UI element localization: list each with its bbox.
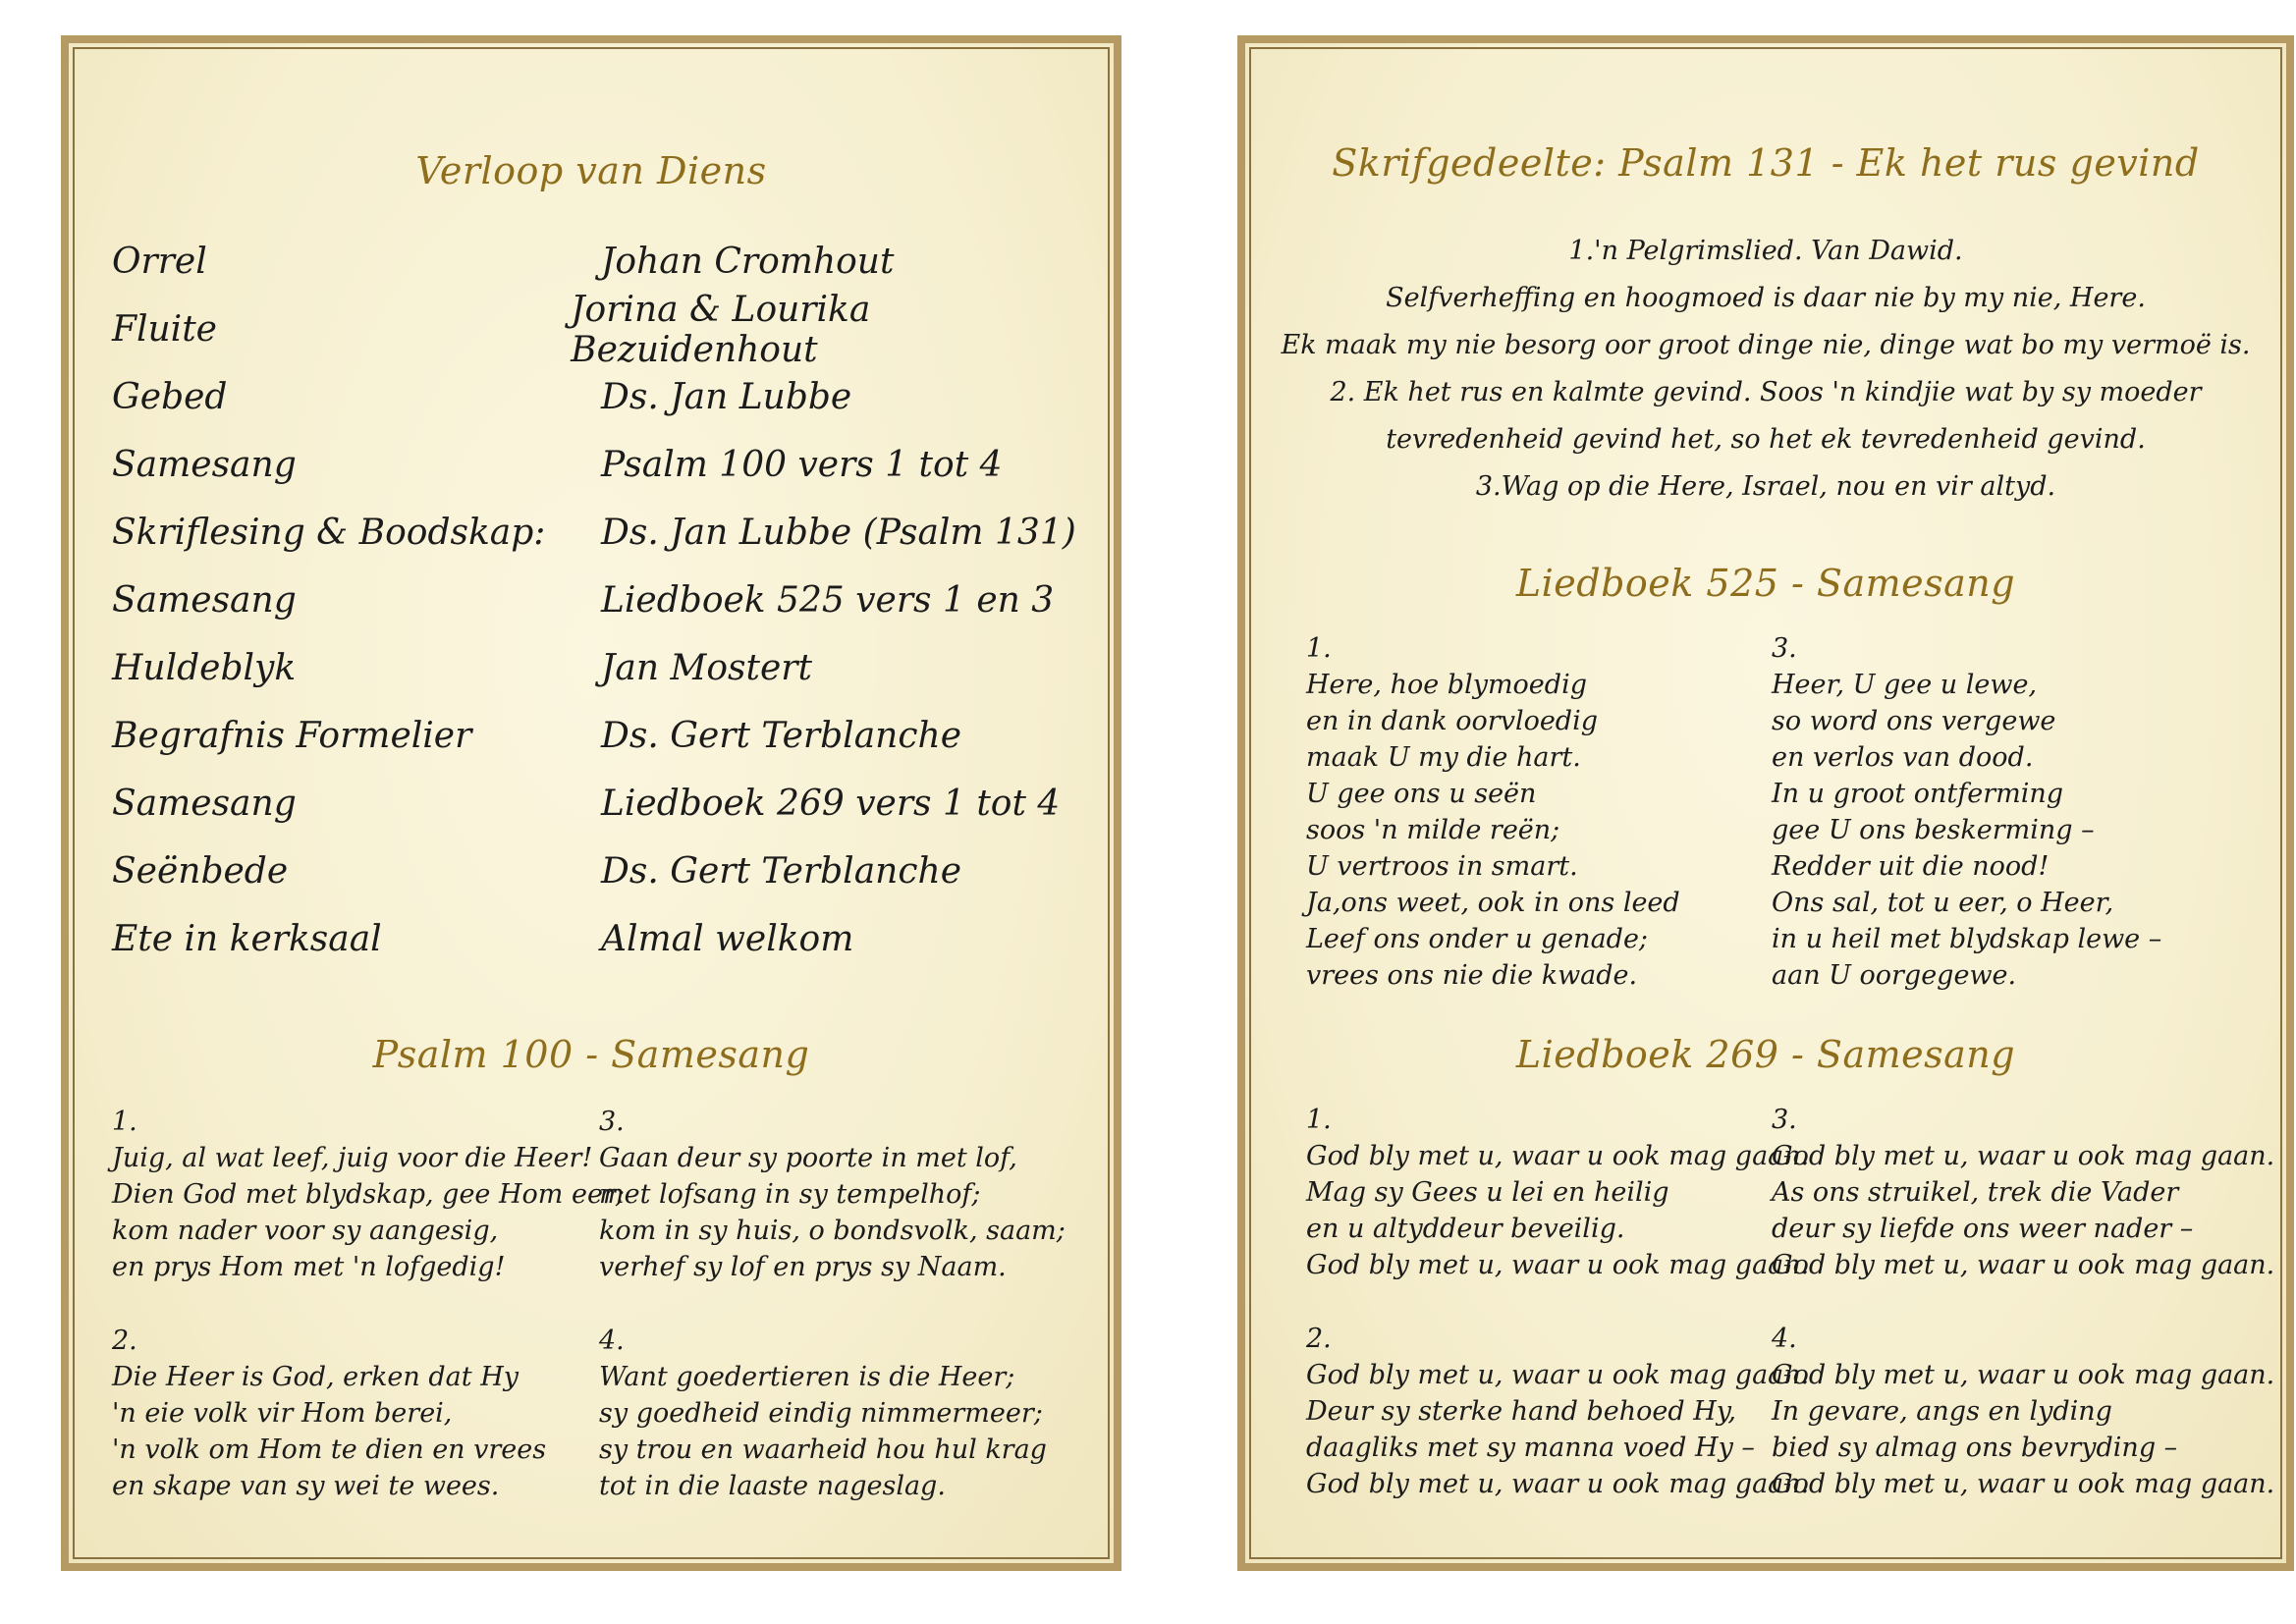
verse-line: Mag sy Gees u lei en heilig xyxy=(1306,1177,1669,1208)
order-row xyxy=(112,289,1094,370)
verse-line: U vertroos in smart. xyxy=(1306,851,1578,882)
verse-line: Heer, U gee u lewe, xyxy=(1772,670,2038,700)
verse-line: daagliks met sy manna voed Hy – xyxy=(1306,1433,1755,1463)
service-person: Ds. Jan Lubbe xyxy=(601,377,852,417)
liedboek525-verses xyxy=(1306,630,2237,1031)
verse-line: As ons struikel, trek die Vader xyxy=(1772,1177,2179,1208)
service-part: Huldeblyk xyxy=(112,648,297,688)
verse-line: God bly met u, waar u ook mag gaan. xyxy=(1306,1360,1810,1390)
verse-line: Gaan deur sy poorte in met lof, xyxy=(599,1143,1017,1173)
service-part: Orrel xyxy=(112,242,207,282)
verse-number: 3. xyxy=(599,1107,625,1137)
verse-column xyxy=(1306,1102,1810,1540)
order-row xyxy=(112,228,1094,296)
verse-line: God bly met u, waar u ook mag gaan. xyxy=(1306,1250,1810,1280)
service-part: Ete in kerksaal xyxy=(112,919,382,959)
verse-line: 'n volk om Hom te dien en vrees xyxy=(112,1435,547,1465)
left-page xyxy=(61,35,1121,1571)
verse-line: sy trou en waarheid hou hul krag xyxy=(599,1435,1047,1465)
verse-line: Deur sy sterke hand behoed Hy, xyxy=(1306,1396,1736,1427)
verse-block xyxy=(599,1323,1065,1504)
verse-block xyxy=(112,1104,625,1285)
service-person: Ds. Gert Terblanche xyxy=(601,716,961,756)
verse-block xyxy=(1306,630,1772,994)
verse-column xyxy=(1306,630,1772,1031)
scripture-line: 1.'n Pelgrimslied. Van Dawid. xyxy=(1568,236,1963,266)
scripture-line: 2. Ek het rus en kalmte gevind. Soos 'n kindjie wat by sy moeder xyxy=(1330,377,2202,407)
order-row xyxy=(112,905,1094,973)
service-person: Jan Mostert xyxy=(601,648,812,688)
liedboek525-heading: Liedboek 525 - Samesang xyxy=(1515,562,2016,605)
order-row xyxy=(112,431,1094,499)
verse-line: God bly met u, waar u ook mag gaan. xyxy=(1772,1360,2275,1390)
verse-block xyxy=(1772,1102,2275,1283)
scripture-line: Ek maak my nie besorg oor groot dinge nie, dinge wat bo my vermoë is. xyxy=(1281,330,2251,360)
order-of-service-heading: Verloop van Diens xyxy=(415,149,767,192)
verse-line: tot in die laaste nageslag. xyxy=(599,1471,946,1501)
verse-line: aan U oorgegewe. xyxy=(1772,960,2017,991)
verse-line: Ja,ons weet, ook in ons leed xyxy=(1306,888,1680,918)
verse-line: sy goedheid eindig nimmermeer; xyxy=(599,1398,1043,1429)
verse-block xyxy=(1306,1102,1810,1283)
verse-line: so word ons vergewe xyxy=(1772,706,2056,736)
verse-line: Die Heer is God, erken dat Hy xyxy=(112,1362,519,1392)
service-part: Samesang xyxy=(112,445,297,485)
order-row xyxy=(112,499,1094,567)
service-person: Ds. Gert Terblanche xyxy=(601,851,961,892)
verse-block xyxy=(112,1323,599,1504)
verse-line: en skape van sy wei te wees. xyxy=(112,1471,500,1501)
verse-line: bied sy almag ons bevryding – xyxy=(1772,1433,2178,1463)
verse-line: Ons sal, tot u eer, o Heer, xyxy=(1772,888,2114,918)
verse-line: Want goedertieren is die Heer; xyxy=(599,1362,1015,1392)
verse-line: en prys Hom met 'n lofgedig! xyxy=(112,1252,506,1282)
verse-line: gee U ons beskerming – xyxy=(1772,815,2095,845)
order-row xyxy=(112,770,1094,838)
verse-number: 2. xyxy=(112,1326,137,1356)
order-row xyxy=(112,567,1094,634)
verse-line: vrees ons nie die kwade. xyxy=(1306,960,1638,991)
verse-line: en u altyddeur beveilig. xyxy=(1306,1214,1625,1244)
verse-line: God bly met u, waar u ook mag gaan. xyxy=(1306,1141,1810,1171)
scripture-passage xyxy=(1245,228,2286,511)
verse-line: Redder uit die nood! xyxy=(1772,851,2050,882)
verse-line: Leef ons onder u genade; xyxy=(1306,924,1649,954)
verse-block xyxy=(1772,1321,2275,1502)
verse-block xyxy=(599,1104,1065,1285)
verse-number: 3. xyxy=(1772,633,1797,664)
scripture-line: 3.Wag op die Here, Israel, nou en vir altyd. xyxy=(1475,471,2056,502)
verse-line: verhef sy lof en prys sy Naam. xyxy=(599,1252,1007,1282)
verse-column xyxy=(1772,630,2237,1031)
verse-line: In u groot ontferming xyxy=(1772,779,2064,809)
order-row xyxy=(112,634,1094,702)
service-person: Liedboek 525 vers 1 en 3 xyxy=(601,580,1055,621)
service-person: Johan Cromhout xyxy=(601,242,895,282)
service-person: Psalm 100 vers 1 tot 4 xyxy=(601,445,1003,485)
verse-line: en verlos van dood. xyxy=(1772,742,2034,773)
order-of-service-list xyxy=(112,228,1094,973)
order-row xyxy=(112,838,1094,905)
verse-column xyxy=(599,1104,1065,1542)
order-row xyxy=(112,702,1094,770)
verse-block xyxy=(1306,1321,1810,1502)
verse-line: Here, hoe blymoedig xyxy=(1306,670,1587,700)
service-person: Liedboek 269 vers 1 tot 4 xyxy=(601,784,1061,824)
liedboek269-heading: Liedboek 269 - Samesang xyxy=(1515,1033,2016,1076)
psalm100-heading: Psalm 100 - Samesang xyxy=(372,1033,810,1076)
scripture-line: tevredenheid gevind het, so het ek tevredenheid gevind. xyxy=(1386,424,2146,455)
service-part: Samesang xyxy=(112,580,297,621)
verse-line: God bly met u, waar u ook mag gaan. xyxy=(1772,1469,2275,1499)
verse-number: 2. xyxy=(1306,1324,1332,1354)
service-part: Skriflesing & Boodskap: xyxy=(112,513,546,553)
verse-line: kom nader voor sy aangesig, xyxy=(112,1216,499,1246)
service-part: Begrafnis Formelier xyxy=(112,716,472,756)
verse-line: In gevare, angs en lyding xyxy=(1772,1396,2112,1427)
verse-line: deur sy liefde ons weer nader – xyxy=(1772,1214,2194,1244)
verse-line: in u heil met blydskap lewe – xyxy=(1772,924,2162,954)
right-page xyxy=(1237,35,2294,1571)
order-row xyxy=(112,363,1094,431)
verse-number: 1. xyxy=(112,1107,137,1137)
verse-number: 4. xyxy=(599,1326,625,1356)
liedboek269-verses xyxy=(1306,1102,2275,1540)
verse-line: Juig, al wat leef, juig voor die Heer! xyxy=(112,1143,593,1173)
verse-line: God bly met u, waar u ook mag gaan. xyxy=(1772,1141,2275,1171)
service-person: Almal welkom xyxy=(601,919,854,959)
verse-number: 1. xyxy=(1306,1105,1332,1135)
verse-line: U gee ons u seën xyxy=(1306,779,1537,809)
verse-number: 4. xyxy=(1772,1324,1797,1354)
scripture-heading: Skrifgedeelte: Psalm 131 - Ek het rus gevind xyxy=(1332,141,2200,185)
verse-line: Dien God met blydskap, gee Hom eer; xyxy=(112,1179,625,1210)
service-part: Seënbede xyxy=(112,851,289,892)
psalm100-verses xyxy=(112,1104,1065,1542)
verse-block xyxy=(1772,630,2237,994)
service-person: Ds. Jan Lubbe (Psalm 131) xyxy=(601,513,1076,553)
scripture-line: Selfverheffing en hoogmoed is daar nie by my nie, Here. xyxy=(1386,283,2146,313)
verse-number: 3. xyxy=(1772,1105,1797,1135)
verse-line: 'n eie volk vir Hom berei, xyxy=(112,1398,453,1429)
verse-line: God bly met u, waar u ook mag gaan. xyxy=(1306,1469,1810,1499)
verse-line: soos 'n milde reën; xyxy=(1306,815,1560,845)
verse-line: en in dank oorvloedig xyxy=(1306,706,1599,736)
verse-line: maak U my die hart. xyxy=(1306,742,1581,773)
verse-line: met lofsang in sy tempelhof; xyxy=(599,1179,981,1210)
service-part: Gebed xyxy=(112,377,228,417)
verse-line: kom in sy huis, o bondsvolk, saam; xyxy=(599,1216,1066,1246)
verse-number: 1. xyxy=(1306,633,1332,664)
verse-column xyxy=(112,1104,625,1542)
service-person: Jorina & Lourika Bezuidenhout xyxy=(571,289,871,370)
service-part: Fluite xyxy=(112,309,217,350)
verse-column xyxy=(1772,1102,2275,1540)
verse-line: God bly met u, waar u ook mag gaan. xyxy=(1772,1250,2275,1280)
service-part: Samesang xyxy=(112,784,297,824)
